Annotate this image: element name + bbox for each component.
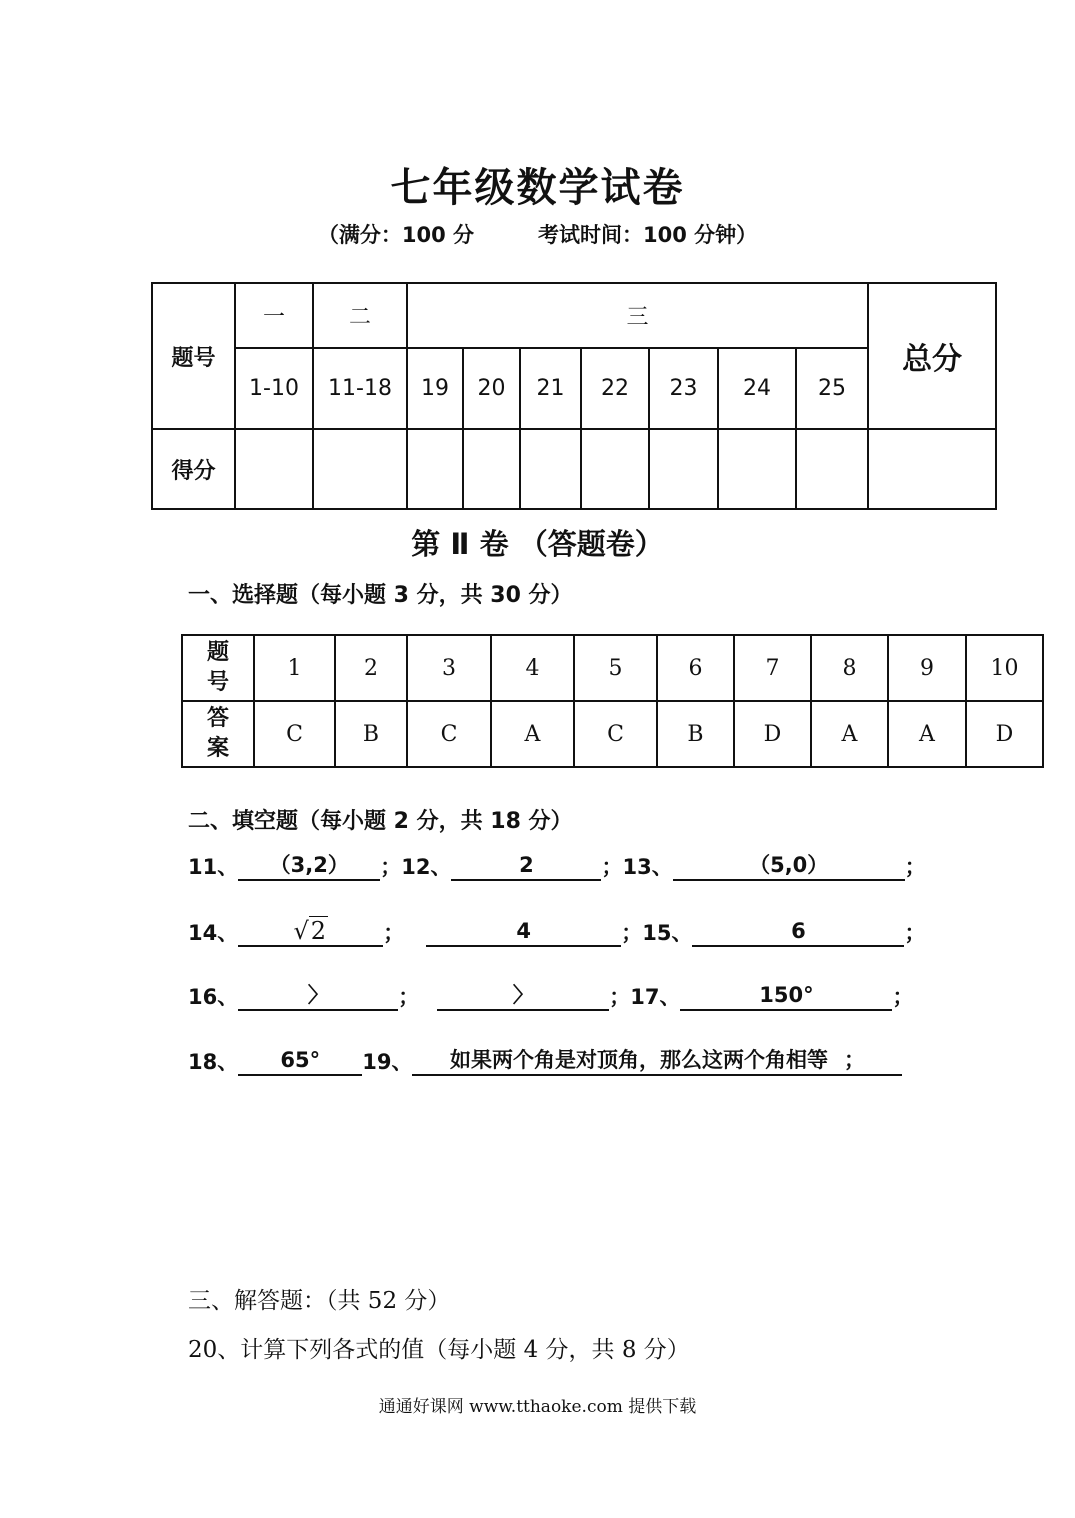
fill-line-18-19: 18、 65° 19、 如果两个角是对顶角，那么这两个角相等 ；: [188, 1046, 902, 1076]
answer-cell: A: [888, 701, 966, 767]
question-number: 6: [657, 635, 734, 701]
item-cell: 20: [463, 348, 520, 429]
full-score: （满分：100 分: [317, 223, 474, 247]
section-2-title: 二、填空题（每小题 2 分，共 18 分）: [188, 809, 573, 834]
group-2: 二: [313, 283, 407, 348]
answer-cell: C: [407, 701, 491, 767]
answer-15: 6: [692, 917, 904, 947]
score-cell: [463, 429, 520, 509]
answer-14b: 4: [426, 917, 621, 947]
answer-16b: 〉: [437, 981, 609, 1011]
footer-source: 通通好课网 www.tthaoke.com 提供下载: [378, 1397, 697, 1417]
score-cell: [581, 429, 649, 509]
answer-table-number-label: 题号: [182, 635, 254, 701]
score-cell: [313, 429, 407, 509]
score-cell: [235, 429, 313, 509]
answer-cell: D: [966, 701, 1043, 767]
answer-12: 2: [451, 851, 601, 881]
question-number: 7: [734, 635, 811, 701]
score-cell: [796, 429, 868, 509]
answer-17: 150°: [680, 981, 892, 1011]
answer-14a: √2: [238, 917, 383, 947]
item-cell: 1-10: [235, 348, 313, 429]
question-number: 9: [888, 635, 966, 701]
answer-table-answer-label: 答案: [182, 701, 254, 767]
item-cell: 19: [407, 348, 463, 429]
answer-cell: B: [657, 701, 734, 767]
page-title: 七年级数学试卷: [390, 165, 685, 211]
question-number: 2: [335, 635, 407, 701]
answer-19: 如果两个角是对顶角，那么这两个角相等 ；: [412, 1046, 902, 1076]
part-title: 第 Ⅱ 卷 （答题卷）: [411, 527, 664, 561]
question-number: 8: [811, 635, 888, 701]
score-cell: [407, 429, 463, 509]
answer-18: 65°: [238, 1046, 362, 1076]
score-table: [151, 282, 997, 510]
total-label: 总分: [868, 283, 996, 429]
question-number: 3: [407, 635, 491, 701]
fill-line-16-17: 16、 〉 ； 〉 ；17、 150° ；: [188, 983, 914, 1009]
fill-line-11-13: 11、 （3,2） ；12、 2 ；13、 （5,0） ；: [188, 853, 926, 879]
answer-cell: C: [574, 701, 657, 767]
answer-cell: A: [811, 701, 888, 767]
answer-13: （5,0）: [673, 851, 905, 881]
answer-cell: C: [254, 701, 335, 767]
exam-info: [0, 219, 1075, 249]
score-cell: [718, 429, 796, 509]
answer-16a: 〉: [238, 981, 398, 1011]
group-1: 一: [235, 283, 313, 348]
fill-line-14-15: 14、 √2 ； 4 ；15、 6 ；: [188, 917, 926, 945]
item-cell: 22: [581, 348, 649, 429]
score-cell: [520, 429, 581, 509]
answer-11: （3,2）: [238, 851, 380, 881]
question-number: 1: [254, 635, 335, 701]
question-number: 5: [574, 635, 657, 701]
question-number: 10: [966, 635, 1043, 701]
answer-table: [181, 634, 1044, 768]
question-number: 4: [491, 635, 574, 701]
answer-cell: A: [491, 701, 574, 767]
item-cell: 23: [649, 348, 718, 429]
exam-time: 考试时间：100 分钟）: [538, 223, 758, 247]
score-cell: [649, 429, 718, 509]
answer-cell: B: [335, 701, 407, 767]
total-score-cell: [868, 429, 996, 509]
score-table-number-label: 题号: [152, 283, 235, 429]
answer-cell: D: [734, 701, 811, 767]
item-cell: 21: [520, 348, 581, 429]
section-1-title: 一、选择题（每小题 3 分，共 30 分）: [188, 583, 573, 608]
item-cell: 25: [796, 348, 868, 429]
item-cell: 11-18: [313, 348, 407, 429]
section-3-title: 三、解答题：（共 52 分）: [188, 1288, 451, 1314]
score-table-score-label: 得分: [152, 429, 235, 509]
group-3: 三: [407, 283, 868, 348]
question-20: 20、计算下列各式的值（每小题 4 分，共 8 分）: [188, 1337, 690, 1363]
item-cell: 24: [718, 348, 796, 429]
